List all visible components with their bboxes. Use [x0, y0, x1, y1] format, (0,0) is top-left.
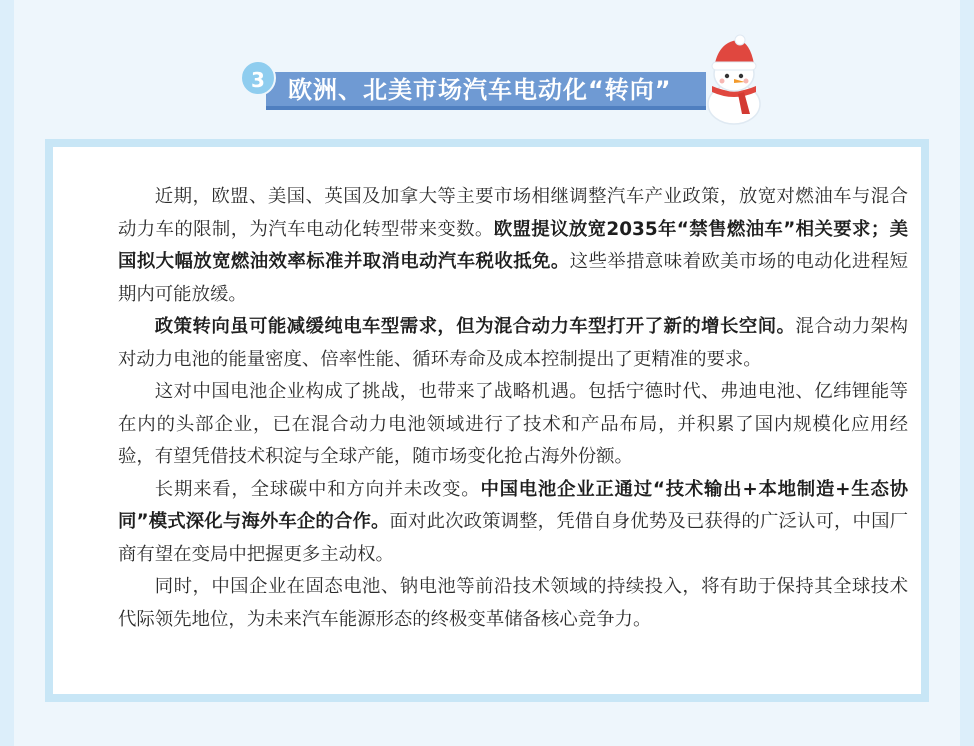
content-card [45, 139, 929, 702]
paragraph-2 [118, 311, 908, 376]
article-body [118, 181, 908, 636]
bold-segment: 政策转向虽可能减缓纯电车型需求，但为混合动力车型打开了新的增长空间。 [154, 316, 796, 337]
left-border-strip [0, 0, 14, 746]
text-segment: 长期来看，全球碳中和方向并未改变。 [154, 478, 481, 500]
section-title: 欧洲、北美市场汽车电动化“转向” [288, 76, 672, 104]
section-header [240, 58, 740, 124]
snowman-icon [698, 34, 770, 126]
text-segment: 混合动力架构对动力电池的能量密度、倍率性能、循环寿命及成本控制提出了更精准的要求。 [118, 316, 908, 370]
text-segment: 这对中国电池企业构成了挑战，也带来了战略机遇。包括宁德时代、弗迪电池、亿纬锂能等在内的头部企业，已在混合动力电池领域进行了技术和产品布局，并积累了国内规模化应用经验，有望凭借技术积淀与全球产能，随市场变化抢占海外份额。 [118, 381, 908, 467]
section-number-badge: 3 [240, 60, 276, 96]
bold-segment: 中国电池企业正通过“技术输出+本地制造+生态协同”模式深化与海外车企的合作。 [118, 478, 908, 532]
text-segment: 同时，中国企业在固态电池、钠电池等前沿技术领域的持续投入，将有助于保持其全球技术代际领先地位，为未来汽车能源形态的终极变革储备核心竞争力。 [118, 576, 908, 630]
right-border-strip [960, 0, 974, 746]
paragraph-1 [118, 181, 908, 311]
paragraph-4 [118, 474, 908, 572]
bold-segment: 欧盟提议放宽2035年“禁售燃油车”相关要求；美国拟大幅放宽燃油效率标准并取消电动汽车税收抵免。 [118, 218, 908, 272]
text-segment: 面对此次政策调整，凭借自身优势及已获得的广泛认可，中国厂商有望在变局中把握更多主动权。 [118, 511, 908, 565]
text-segment: 近期，欧盟、美国、英国及加拿大等主要市场相继调整汽车产业政策，放宽对燃油车与混合动力车的限制，为汽车电动化转型带来变数。 [118, 186, 908, 240]
paragraph-5 [118, 571, 908, 636]
paragraph-3 [118, 376, 908, 474]
title-bar [266, 72, 706, 110]
content-card-inner [53, 147, 921, 694]
text-segment: 这些举措意味着欧美市场的电动化进程短期内可能放缓。 [118, 251, 908, 305]
